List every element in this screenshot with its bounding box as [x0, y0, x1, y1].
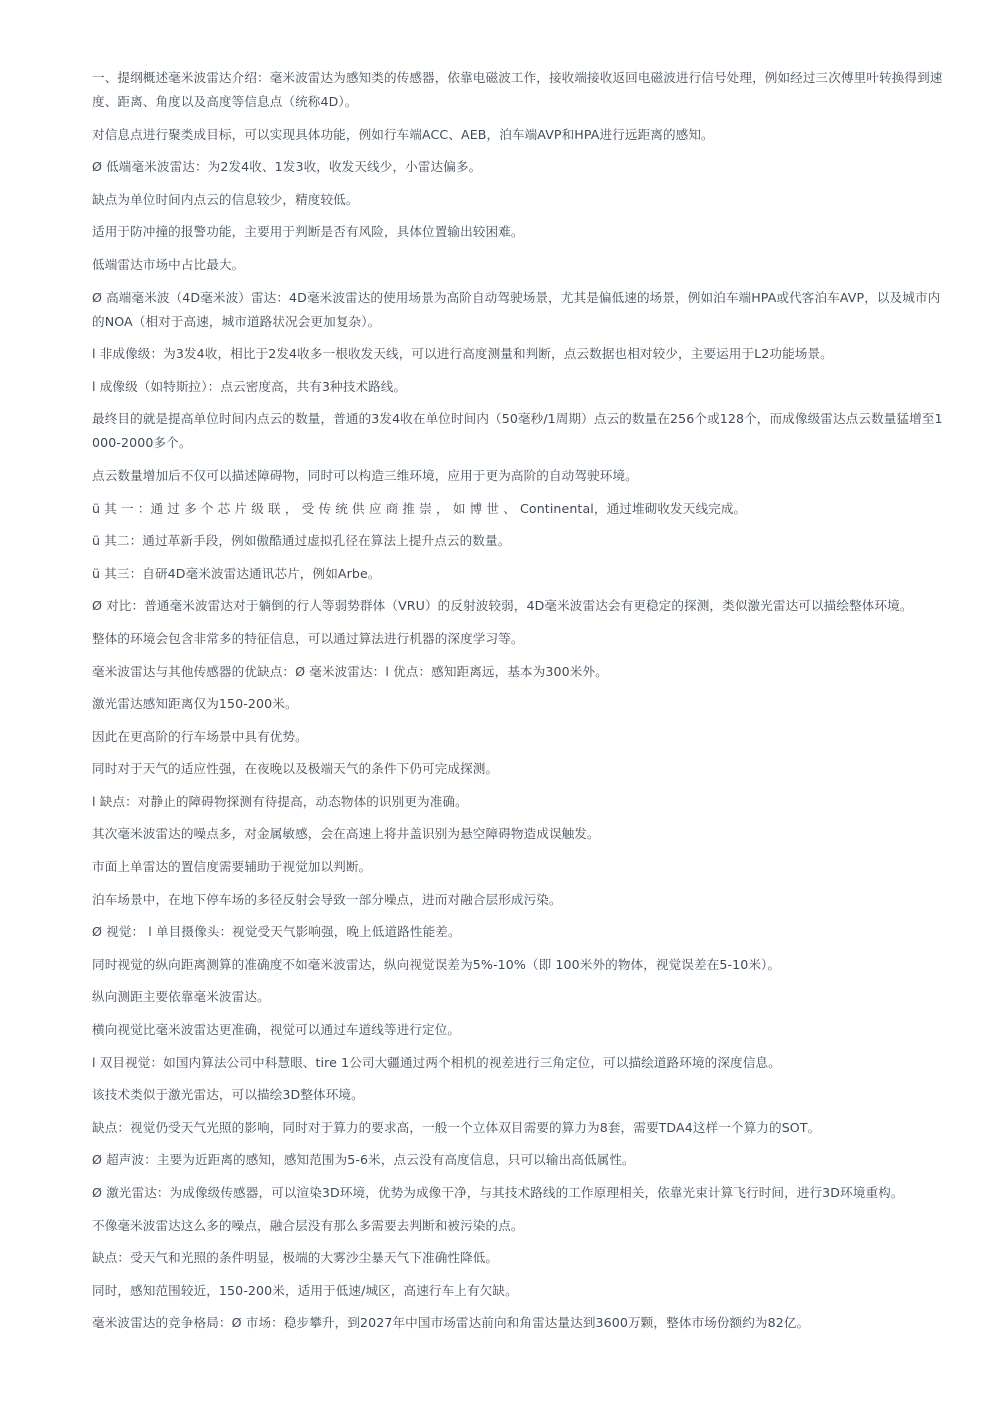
paragraph: l 成像级（如特斯拉）：点云密度高，共有3种技术路线。 — [92, 378, 407, 394]
paragraph: 缺点：受天气和光照的条件明显，极端的大雾沙尘暴天气下准确性降低。 — [92, 1250, 499, 1266]
paragraph: Ø 激光雷达：为成像级传感器，可以渲染3D环境，优势为成像干净，与其技术路线的工作原理相关，依靠光束计算飞行时间，进行3D环境重构。 — [92, 1185, 904, 1200]
paragraph: 同时视觉的纵向距离测算的准确度不如毫米波雷达，纵向视觉误差为5%-10%（即 100米外的物体，视觉误差在5-10米）。 — [92, 956, 781, 972]
paragraph: 毫米波雷达与其他传感器的优缺点：Ø 毫米波雷达：l 优点：感知距离远，基本为300米外。 — [92, 663, 608, 679]
paragraph: 因此在更高阶的行车场景中具有优势。 — [92, 728, 308, 744]
paragraph: 纵向测距主要依靠毫米波雷达。 — [92, 989, 270, 1005]
paragraph: 点云数量增加后不仅可以描述障碍物，同时可以构造三维环境，应用于更为高阶的自动驾驶环境。 — [92, 467, 638, 483]
paragraph: Ø 视觉： l 单目摄像头：视觉受天气影响强，晚上低道路性能差。 — [92, 924, 461, 940]
paragraph: l 非成像级：为3发4收，相比于2发4收多一根收发天线，可以进行高度测量和判断，点云数据也相对较少，主要运用于L2功能场景。 — [92, 346, 833, 362]
paragraph: Ø 对比：普通毫米波雷达对于躺倒的行人等弱势群体（VRU）的反射波较弱，4D毫米波雷达会有更稳定的探测，类似激光雷达可以描绘整体环境。 — [92, 598, 913, 614]
paragraph: 适用于防冲撞的报警功能，主要用于判断是否有风险，具体位置输出较困难。 — [92, 224, 524, 240]
paragraph: l 缺点：对静止的障碍物探测有待提高，动态物体的识别更为准确。 — [92, 793, 468, 809]
paragraph: 同时，感知范围较近，150-200米，适用于低速/城区，高速行车上有欠缺。 — [92, 1282, 518, 1298]
paragraph: l 双目视觉：如国内算法公司中科慧眼、tire 1公司大疆通过两个相机的视差进行三角定位，可以描绘道路环境的深度信息。 — [92, 1054, 781, 1070]
paragraph: 低端雷达市场中占比最大。 — [92, 256, 245, 272]
paragraph: 最终目的就是提高单位时间内点云的数量，普通的3发4收在单位时间内（50毫秒/1周期）点云的数量在256个或128个，而成像级雷达点云数量猛增至1000-2000多个。 — [92, 411, 943, 451]
paragraph: Ø 超声波：主要为近距离的感知，感知范围为5-6米，点云没有高度信息，只可以输出高低属性。 — [92, 1152, 635, 1168]
paragraph: 毫米波雷达的竞争格局：Ø 市场：稳步攀升，到2027年中国市场雷达前向和角雷达量达到3600万颗，整体市场份额约为82亿。 — [92, 1315, 810, 1331]
paragraph: 市面上单雷达的置信度需要辅助于视觉加以判断。 — [92, 859, 372, 875]
paragraph: 激光雷达感知距离仅为150-200米。 — [92, 696, 298, 712]
paragraph: 其次毫米波雷达的噪点多，对金属敏感，会在高速上将井盖识别为悬空障碍物造成误触发。 — [92, 826, 600, 842]
paragraph: Ø 高端毫米波（4D毫米波）雷达：4D毫米波雷达的使用场景为高阶自动驾驶场景，尤其是偏低速的场景，例如泊车端HPA或代客泊车AVP，以及城市内的NOA（相对于高速，城市道路状况会更加复杂）。 — [92, 289, 941, 329]
paragraph: 缺点为单位时间内点云的信息较少，精度较低。 — [92, 191, 359, 207]
paragraph: ü 其 一 ：通 过 多 个 芯 片 级 联 ， 受 传 统 供 应 商 推 崇 ， 如 博 世 、 Continental，通过堆砌收发天线完成。 — [92, 500, 747, 516]
paragraph: ü 其三：自研4D毫米波雷达通讯芯片，例如Arbe。 — [92, 565, 381, 581]
paragraph: 不像毫米波雷达这么多的噪点，融合层没有那么多需要去判断和被污染的点。 — [92, 1217, 524, 1233]
paragraph: 该技术类似于激光雷达，可以描绘3D整体环境。 — [92, 1087, 364, 1103]
paragraph: 整体的环境会包含非常多的特征信息，可以通过算法进行机器的深度学习等。 — [92, 630, 524, 646]
paragraph: 一、提纲概述毫米波雷达介绍：毫米波雷达为感知类的传感器，依靠电磁波工作，接收端接收返回电磁波进行信号处理，例如经过三次傅里叶转换得到速度、距离、角度以及高度等信息点（统称4D）。 — [92, 70, 943, 109]
paragraph: ü 其二：通过革新手段，例如傲酷通过虚拟孔径在算法上提升点云的数量。 — [92, 533, 511, 549]
paragraph: 泊车场景中，在地下停车场的多径反射会导致一部分噪点，进而对融合层形成污染。 — [92, 891, 562, 907]
paragraph: 横向视觉比毫米波雷达更准确，视觉可以通过车道线等进行定位。 — [92, 1022, 461, 1038]
paragraph: Ø 低端毫米波雷达：为2发4收、1发3收，收发天线少，小雷达偏多。 — [92, 159, 482, 175]
paragraph: 同时对于天气的适应性强，在夜晚以及极端天气的条件下仍可完成探测。 — [92, 761, 499, 777]
paragraph: 对信息点进行聚类成目标，可以实现具体功能，例如行车端ACC、AEB，泊车端AVP和HPA进行远距离的感知。 — [92, 126, 714, 142]
paragraph: 缺点：视觉仍受天气光照的影响，同时对于算力的要求高，一般一个立体双目需要的算力为8套，需要TDA4这样一个算力的SOT。 — [92, 1119, 821, 1135]
document-body — [92, 66, 944, 1344]
